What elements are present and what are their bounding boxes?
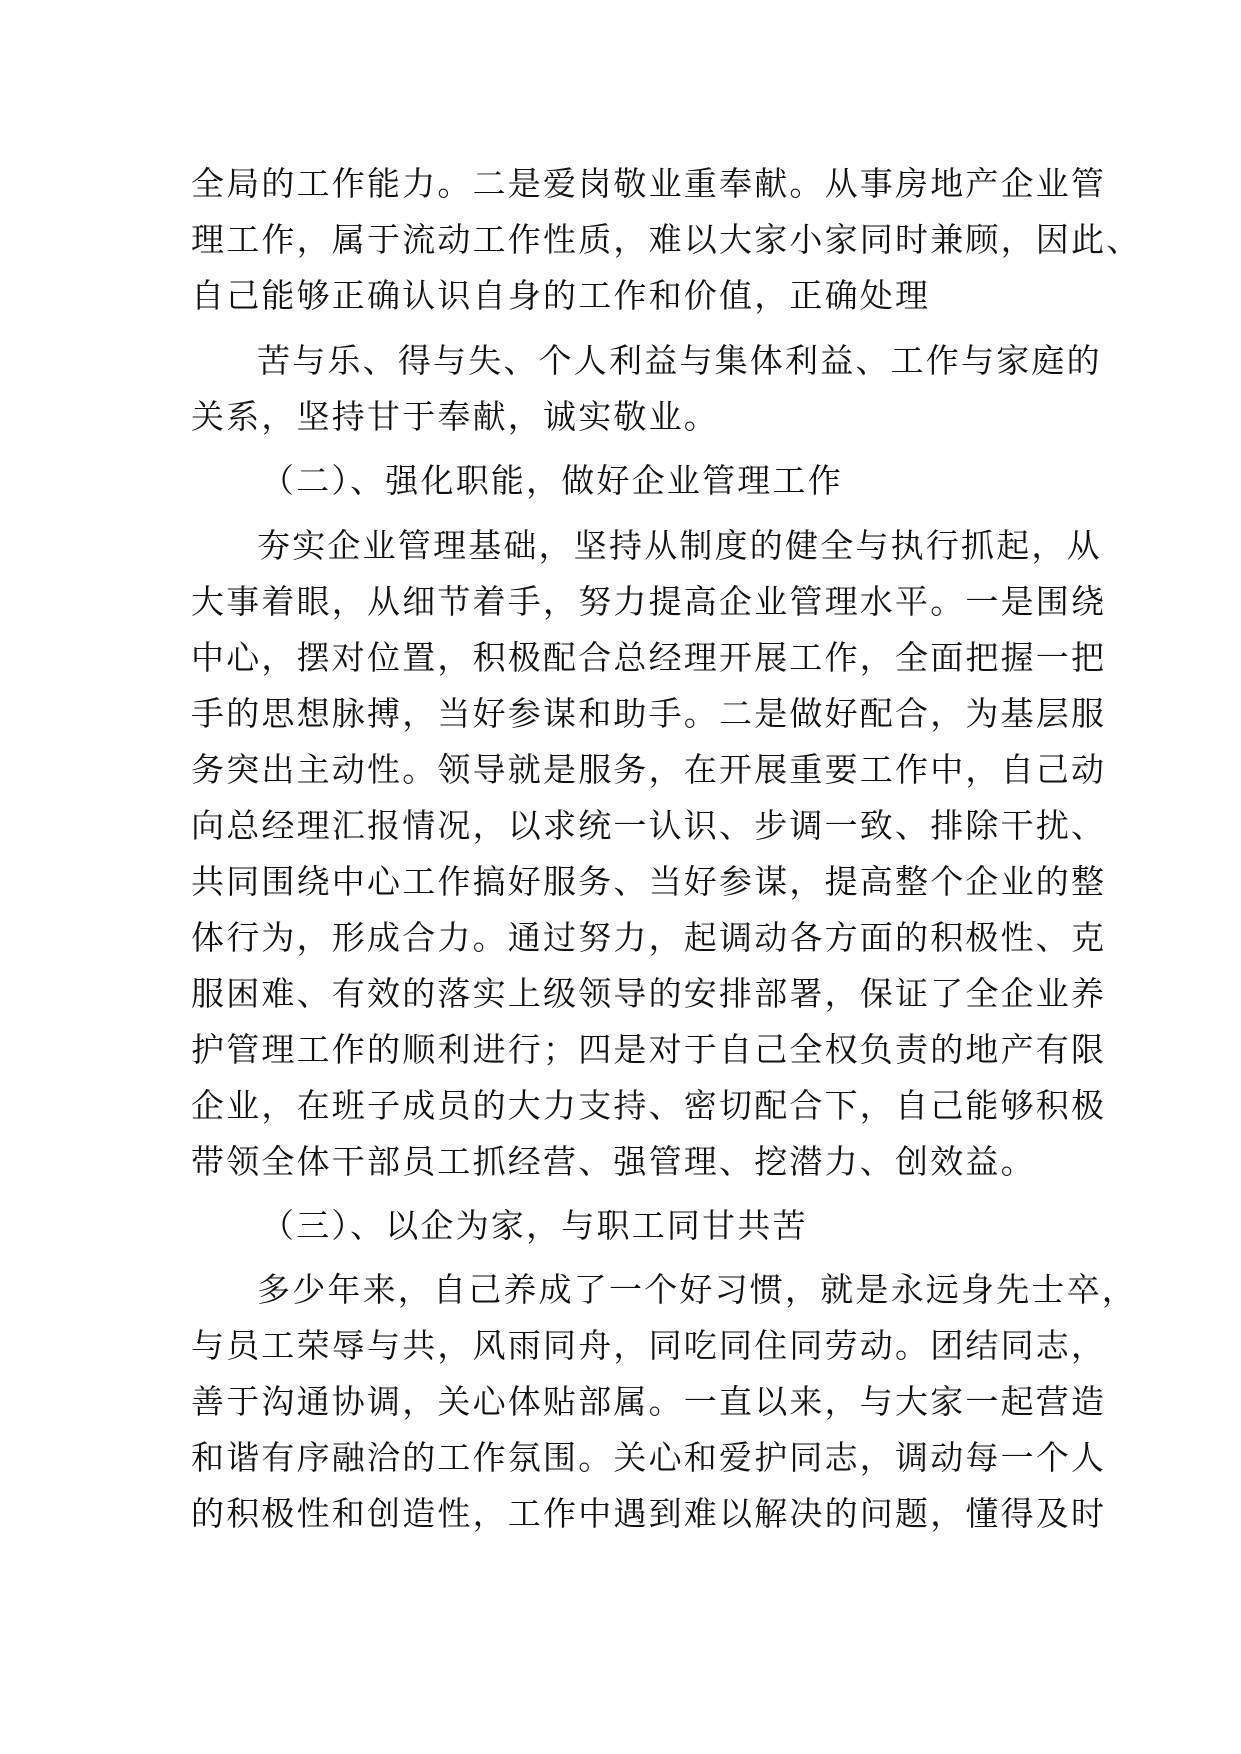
text-line-16: 护管理工作的顺利进行；四是对于自己全权负责的地产有限 <box>191 1030 1107 1069</box>
text-line-13: 共同围绕中心工作搞好服务、当好参谋，提高整个企业的整 <box>191 862 1107 901</box>
text-line-14: 体行为，形成合力。通过努力，起调动各方面的积极性、克 <box>191 918 1107 957</box>
text-line-15: 服困难、有效的落实上级领导的安排部署，保证了全企业养 <box>191 974 1107 1013</box>
section-heading-3: （三）、以企为家，与职工同甘共苦 <box>261 1206 808 1245</box>
text-line-3: 自己能够正确认识自身的工作和价值，正确处理 <box>191 276 931 315</box>
text-line-7: 夯实企业管理基础，坚持从制度的健全与执行抓起，从 <box>257 526 1102 565</box>
text-line-11: 务突出主动性。领导就是服务，在开展重要工作中，自己动 <box>191 750 1107 789</box>
text-line-21: 与员工荣辱与共，风雨同舟，同吃同住同劳动。团结同志， <box>191 1326 1107 1365</box>
text-line-17: 企业，在班子成员的大力支持、密切配合下，自己能够积极 <box>191 1086 1107 1125</box>
text-line-9: 中心，摆对位置，积极配合总经理开展工作，全面把握一把 <box>191 638 1107 677</box>
text-line-5: 关系，坚持甘于奉献，诚实敬业。 <box>191 397 719 436</box>
section-heading-2: （二）、强化职能，做好企业管理工作 <box>261 461 843 500</box>
text-line-2: 理工作，属于流动工作性质，难以大家小家同时兼顾，因此、 <box>191 220 1142 259</box>
text-line-22: 善于沟通协调，关心体贴部属。一直以来，与大家一起营造 <box>191 1382 1107 1421</box>
text-line-24: 的积极性和创造性，工作中遇到难以解决的问题，懂得及时 <box>191 1494 1107 1533</box>
text-line-4: 苦与乐、得与失、个人利益与集体利益、工作与家庭的 <box>257 341 1102 380</box>
text-line-8: 大事着眼，从细节着手，努力提高企业管理水平。一是围绕 <box>191 582 1107 621</box>
text-line-18: 带领全体干部员工抓经营、强管理、挖潜力、创效益。 <box>191 1142 1036 1181</box>
text-line-12: 向总经理汇报情况，以求统一认识、步调一致、排除干扰、 <box>191 806 1107 845</box>
text-line-20: 多少年来，自己养成了一个好习惯，就是永远身先士卒， <box>257 1270 1137 1309</box>
text-line-10: 手的思想脉搏，当好参谋和助手。二是做好配合，为基层服 <box>191 694 1107 733</box>
text-line-23: 和谐有序融洽的工作氛围。关心和爱护同志，调动每一个人 <box>191 1438 1107 1477</box>
text-line-1: 全局的工作能力。二是爱岗敬业重奉献。从事房地产企业管 <box>191 164 1107 203</box>
